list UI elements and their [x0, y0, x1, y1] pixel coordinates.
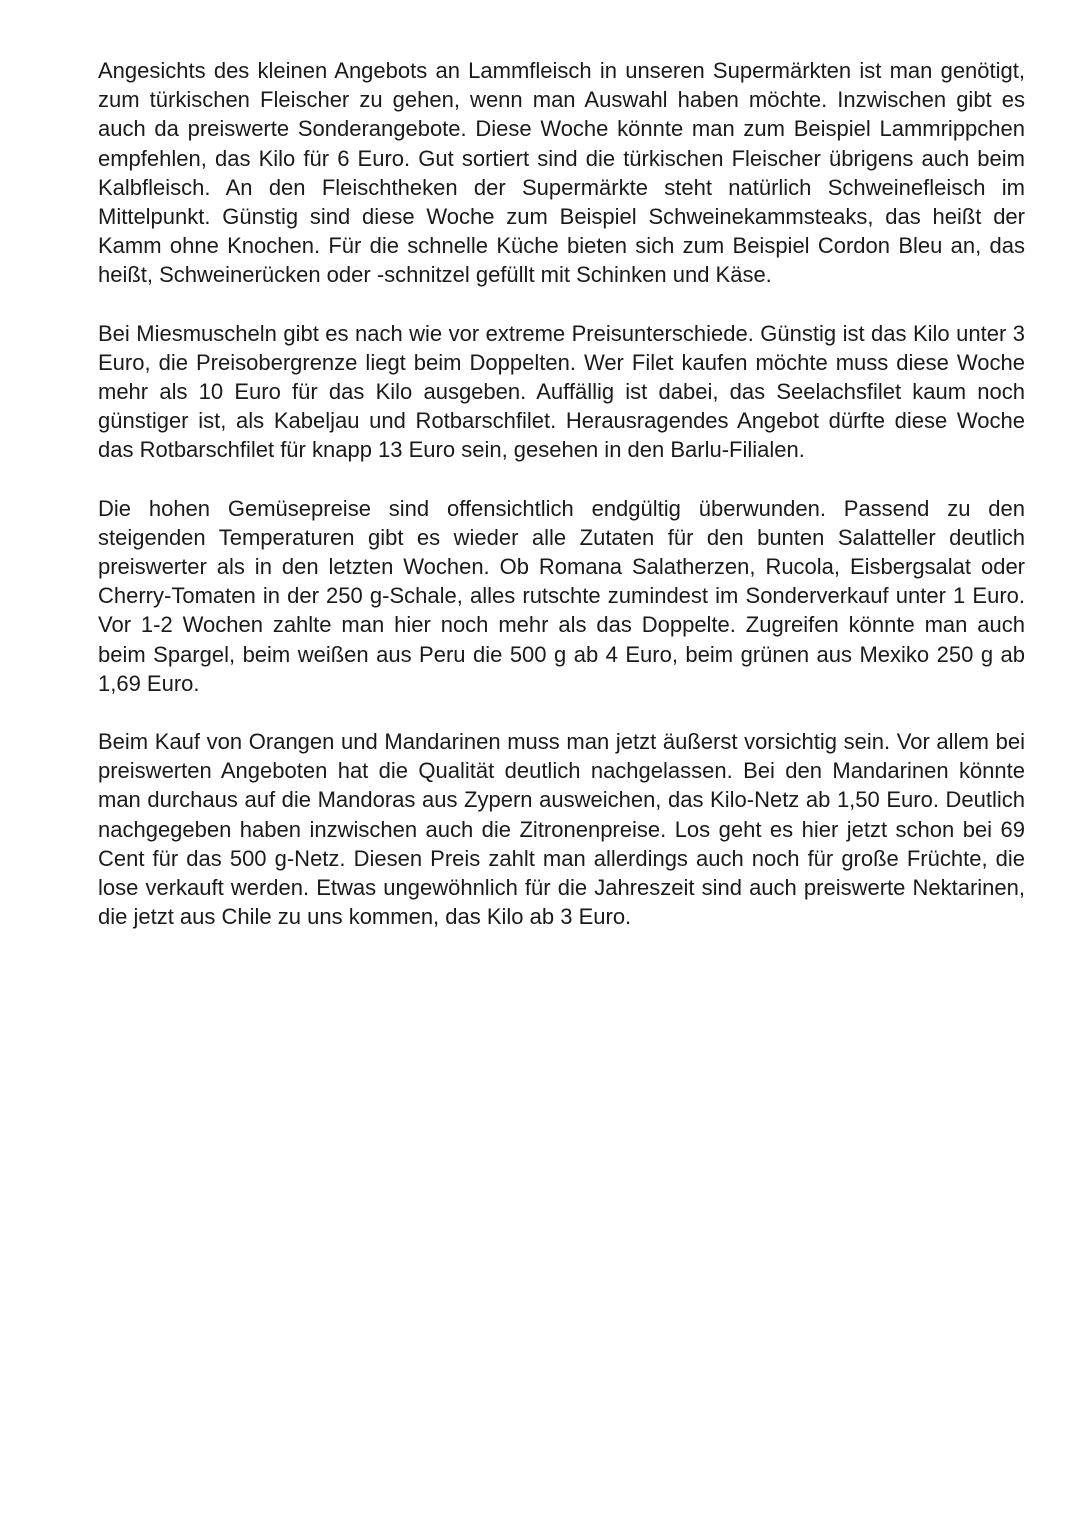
paragraph-mussels-and-fish: Bei Miesmuscheln gibt es nach wie vor extreme Preisunterschiede. Günstig ist das Kilo unter 3 Euro, die Preisobergrenze liegt beim Doppelten. Wer Filet kaufen möchte muss diese Woche mehr als 10 Euro für das Kilo ausgeben. Auffällig ist dabei, das Seelachsfilet kaum noch günstiger ist, als Kabeljau und Rotbarschfilet. Herausragendes Angebot dürfte diese Woche das Rotbarschfilet für knapp 13 Euro sein, gesehen in den Barlu-Filialen.	[98, 320, 1025, 463]
paragraph-citrus-fruit: Beim Kauf von Orangen und Mandarinen muss man jetzt äußerst vorsichtig sein. Vor allem bei preiswerten Angeboten hat die Qualität deutlich nachgelassen. Bei den Mandarinen könnte man durchaus auf die Mandoras aus Zypern ausweichen, das Kilo-Netz ab 1,50 Euro. Deutlich nachgegeben haben inzwischen auch die Zitronenpreise. Los geht es hier jetzt schon bei 69 Cent für das 500 g-Netz. Diesen Preis zahlt man allerdings auch noch für große Früchte, die lose verkauft werden. Etwas ungewöhnlich für die Jahreszeit sind auch preiswerte Nektarinen, die jetzt aus Chile zu uns kommen, das Kilo ab 3 Euro.	[98, 729, 1025, 930]
paragraph-lamb-and-pork: Angesichts des kleinen Angebots an Lammfleisch in unseren Supermärkten ist man genötigt, zum türkischen Fleischer zu gehen, wenn man Auswahl haben möchte. Inzwischen gibt es auch da preiswerte Sonderangebote. Diese Woche könnte man zum Beispiel Lammrippchen empfehlen, das Kilo für 6 Euro. Gut sortiert sind die türkischen Fleischer übrigens auch beim Kalbfleisch. An den Fleischtheken der Supermärkte steht natürlich Schweinefleisch im Mittelpunkt. Günstig sind diese Woche zum Beispiel Schweinekammsteaks, das heißt der Kamm ohne Knochen. Für die schnelle Küche bieten sich zum Beispiel Cordon Bleu an, das heißt, Schweinerücken oder -schnitzel gefüllt mit Schinken und Käse.	[98, 58, 1025, 288]
document-body	[98, 56, 1025, 960]
paragraph-vegetables: Die hohen Gemüsepreise sind offensichtlich endgültig überwunden. Passend zu den steigenden Temperaturen gibt es wieder alle Zutaten für den bunten Salatteller deutlich preiswerter als in den letzten Wochen. Ob Romana Salatherzen, Rucola, Eisbergsalat oder Cherry-Tomaten in der 250 g-Schale, alles rutschte zumindest im Sonderverkauf unter 1 Euro. Vor 1-2 Wochen zahlte man hier noch mehr als das Doppelte. Zugreifen könnte man auch beim Spargel, beim weißen aus Peru die 500 g ab 4 Euro, beim grünen aus Mexiko 250 g ab 1,69 Euro.	[98, 495, 1025, 696]
